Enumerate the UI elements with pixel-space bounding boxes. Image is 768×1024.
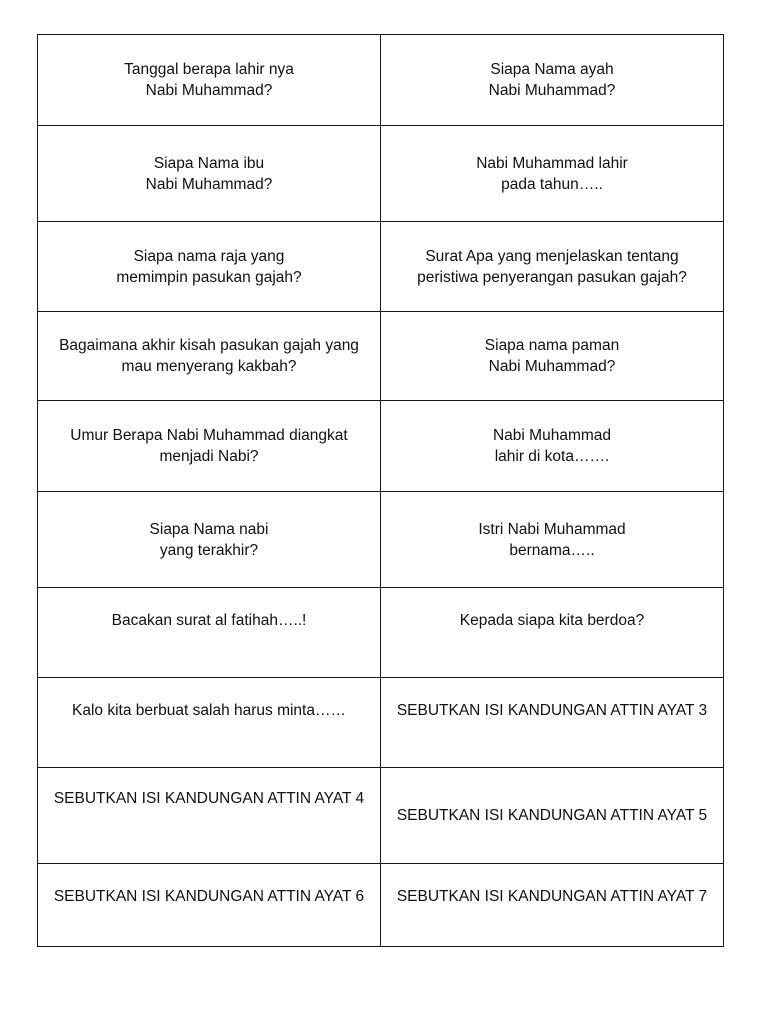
question-card (38, 588, 381, 678)
question-card (381, 588, 724, 678)
question-card (38, 864, 381, 947)
question-card (38, 126, 381, 222)
card-row (38, 126, 724, 222)
question-card (381, 678, 724, 768)
card-row (38, 678, 724, 768)
question-card (381, 492, 724, 588)
card-text-line: mau menyerang kakbah? (121, 358, 297, 375)
card-text-line: Siapa Nama nabi (149, 520, 269, 538)
card-text-line: Nabi Muhammad (492, 427, 612, 444)
question-card (381, 222, 724, 312)
card-text-line: pada tahun….. (501, 175, 603, 193)
card-text-line: Bagaimana akhir kisah pasukan gajah yang (59, 337, 359, 354)
question-card (381, 126, 724, 222)
card-text-line: Tanggal berapa lahir nya (124, 61, 294, 78)
question-card (381, 401, 724, 492)
card-text-line: Nabi Muhammad? (145, 82, 273, 99)
card-row (38, 768, 724, 864)
card-row (38, 492, 724, 588)
card-row (38, 588, 724, 678)
card-text-line: lahir di kota……. (494, 448, 610, 465)
card-text-line: Siapa nama paman (484, 337, 620, 354)
card-text-line: memimpin pasukan gajah? (116, 268, 302, 286)
question-card (381, 864, 724, 947)
card-text-line: SEBUTKAN ISI KANDUNGAN ATTIN AYAT 3 (396, 702, 708, 719)
card-text-line: SEBUTKAN ISI KANDUNGAN ATTIN AYAT 4 (53, 790, 365, 807)
card-text-line: Siapa nama raja yang (133, 247, 285, 265)
card-row (38, 222, 724, 312)
card-text-line: Bacakan surat al fatihah…..! (111, 612, 307, 629)
question-card (38, 492, 381, 588)
card-text-line: Nabi Muhammad? (145, 175, 273, 193)
card-row (38, 312, 724, 401)
card-text-line: SEBUTKAN ISI KANDUNGAN ATTIN AYAT 5 (396, 807, 708, 824)
question-card-grid (37, 34, 724, 947)
card-text-line: SEBUTKAN ISI KANDUNGAN ATTIN AYAT 7 (396, 888, 708, 905)
question-card (381, 35, 724, 126)
card-text-line: yang terakhir? (159, 541, 259, 559)
card-text-line: SEBUTKAN ISI KANDUNGAN ATTIN AYAT 6 (53, 888, 365, 905)
card-text-line: bernama….. (509, 541, 595, 559)
card-text-line: Istri Nabi Muhammad (478, 520, 626, 538)
card-text-line: Surat Apa yang menjelaskan tentang (425, 247, 679, 265)
card-text-line: Nabi Muhammad? (488, 82, 616, 99)
question-card (38, 768, 381, 864)
question-card (38, 312, 381, 401)
card-text-line: menjadi Nabi? (159, 448, 259, 465)
card-row (38, 35, 724, 126)
card-text-line: Nabi Muhammad lahir (476, 154, 628, 172)
card-text-line: Siapa Nama ayah (490, 61, 614, 78)
question-card (381, 312, 724, 401)
card-text-line: Nabi Muhammad? (488, 358, 616, 375)
card-text-line: Umur Berapa Nabi Muhammad diangkat (70, 427, 348, 444)
question-card (381, 768, 724, 864)
card-row (38, 864, 724, 947)
question-card (38, 678, 381, 768)
question-card (38, 401, 381, 492)
question-card (38, 222, 381, 312)
question-card (38, 35, 381, 126)
card-text-line: Kalo kita berbuat salah harus minta…… (72, 702, 346, 719)
card-row (38, 401, 724, 492)
card-text-line: Siapa Nama ibu (153, 154, 265, 172)
card-text-line: peristiwa penyerangan pasukan gajah? (417, 268, 687, 286)
card-text-line: Kepada siapa kita berdoa? (459, 612, 645, 629)
